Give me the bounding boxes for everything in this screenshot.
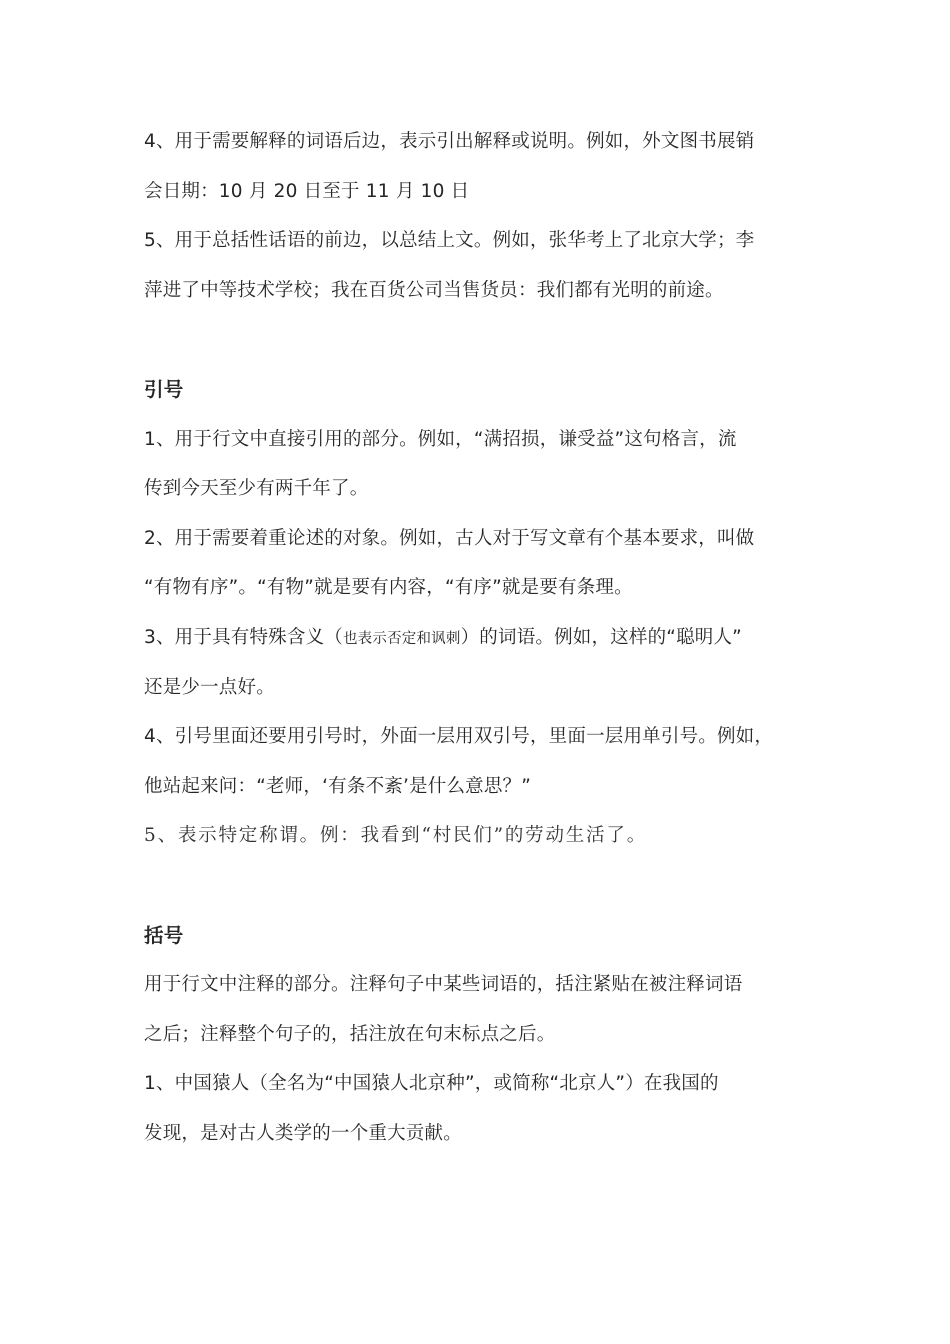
brackets-item-1-line-1: 1、中国猿人（全名为“中国猿人北京种”，或简称“北京人”）在我国的 (144, 1073, 719, 1095)
quotes-item-3-line-2: 还是少一点好。 (144, 676, 275, 698)
quotes-item-2-line-2: “有物有序”。“有物”就是要有内容，“有序”就是要有条理。 (144, 577, 633, 599)
brackets-intro-line-2: 之后；注释整个句子的，括注放在句末标点之后。 (144, 1023, 556, 1045)
colon-item-4-line-2: 会日期：10 月 20 日至于 11 月 10 日 (144, 180, 470, 202)
quotes-item-3-small-note: 也表示否定和讽刺 (342, 630, 461, 647)
document-page (144, 117, 816, 1158)
quotes-item-1-line-2: 传到今天至少有两千年了。 (144, 478, 369, 500)
quotes-item-3-text-b: ）的词语。例如，这样的“聪明人” (460, 626, 742, 648)
quotes-item-1-line-1: 1、用于行文中直接引用的部分。例如，“满招损，谦受益”这句格言，流 (144, 428, 737, 450)
quotes-item-2-line-1: 2、用于需要着重论述的对象。例如，古人对于写文章有个基本要求，叫做 (144, 527, 755, 549)
quotes-item-3-line-1 (144, 613, 816, 663)
quotes-section-title: 引号 (144, 377, 184, 401)
brackets-section-title: 括号 (144, 923, 184, 947)
section-spacer (144, 861, 816, 911)
quotes-item-4-line-2: 他站起来问：“老师，‘有条不紊’是什么意思？” (144, 775, 532, 797)
colon-item-4-line-1: 4、用于需要解释的词语后边，表示引出解释或说明。例如，外文图书展销 (144, 131, 755, 152)
colon-item-5-line-2: 萍进了中等技术学校；我在百货公司当售货员：我们都有光明的前途。 (144, 279, 724, 301)
brackets-item-1-line-2: 发现，是对古人类学的一个重大贡献。 (144, 1122, 462, 1144)
quotes-item-5-line-1: 5、表示特定称谓。例：我看到“村民们”的劳动生活了。 (144, 825, 647, 847)
quotes-item-3-text-a: 3、用于具有特殊含义（ (144, 626, 343, 648)
quotes-item-4-line-1: 4、引号里面还要用引号时，外面一层用双引号，里面一层用单引号。例如， (144, 726, 774, 748)
colon-item-5-line-1: 5、用于总括性话语的前边，以总结上文。例如，张华考上了北京大学；李 (144, 230, 755, 252)
section-spacer (144, 315, 816, 365)
brackets-intro-line-1: 用于行文中注释的部分。注释句子中某些词语的，括注紧贴在被注释词语 (144, 974, 743, 996)
